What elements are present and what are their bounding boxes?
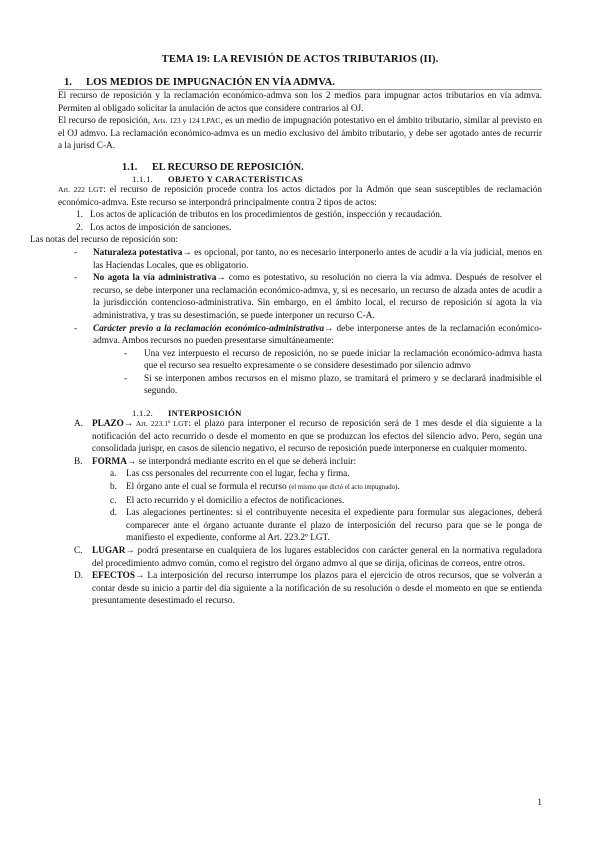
subsection-title: INTERPOSICIÓN <box>168 408 242 419</box>
list-item: D. EFECTOS→ La interposición del recurso interrumpe los plazos para el ejercicio de otros recursos, que se volverán a contar desde su inicio a partir del día siguiente a la notificación de su resolución o desde el momento en que se entienda presuntamente desestimado el recurso. <box>74 571 542 607</box>
legal-reference: Art. 222 LGT <box>58 184 104 194</box>
lettered-list <box>74 418 542 608</box>
note-label: No agota la vía administrativa <box>93 273 217 284</box>
subsection-number: 1.1.1. <box>132 173 154 184</box>
subsection-number: 1.1.2. <box>132 408 154 419</box>
list-item: - Naturaleza potestativa→ es opcional, por tanto, no es necesario interponerlo antes de acudir a la vía judicial, menos en las Haciendas Locales, que es obligatorio. <box>74 247 542 271</box>
section-heading-1-1 <box>122 162 542 173</box>
paragraph-objeto: Art. 222 LGT: el recurso de reposición procede contra los actos dictados por la Admón que sean susceptibles de reclamación económico-admva. Este recurso se interpondrá principalmente contra 2 tipos de actos: <box>58 184 542 208</box>
list-item: 1. Los actos de aplicación de tributos en los procedimientos de gestión, inspección y recaudación. <box>76 210 443 221</box>
list-item: a. Las css personales del recurrente con el lugar, fecha y firma. <box>110 469 350 480</box>
list-item: - Si se interponen ambos recursos en el mismo plazo, se tramitará el primero y se declarará inadmisible el segundo. <box>124 373 542 397</box>
list-item: A. PLAZO→ Art. 223.1º LGT: el plazo para interponer el recurso de reposición será de 1 mes desde el día siguiente a la notificación del acto recurrido o desde el momento en que se produzcan los efectos del silencio advo. Pero, según una consolidada jurispr, en casos de silencio negativo, el recurso de reposición puede interponerse en cualquier momento. <box>74 419 542 455</box>
list-item: B. FORMA→ se interpondrá mediante escrito en el que se deberá incluir: <box>74 456 357 467</box>
legal-reference: Arts. 123 y 124 LPAC <box>152 116 221 126</box>
numbered-list <box>76 209 542 234</box>
subsection-heading-1-1-1 <box>132 174 542 184</box>
item-label: LUGAR <box>92 546 126 556</box>
list-item: c. El acto recurrido y el domicilio a efectos de notificaciones. <box>110 495 345 506</box>
list-item: b. El órgano ante el cual se formula el recurso (el mismo que dictó el acto impugnado). <box>110 482 400 493</box>
page-number: 1 <box>537 798 542 808</box>
list-item: 2. Los actos de imposición de sanciones. <box>76 222 232 233</box>
paragraph-recurso-reposicion: El recurso de reposición, Arts. 123 y 124 LPAC, es un medio de impugnación potestativo en el ámbito tributario, similar al previsto en el OJ admvo. La reclamación económico-admva es un medio exclusivo del ámbito tributario, y debe ser agotado antes de recurrir a la jurisd C-A. <box>58 116 542 152</box>
document-page <box>30 48 542 608</box>
note-label: Naturaleza potestativa <box>93 247 183 258</box>
section-title: LOS MEDIOS DE IMPUGNACIÓN EN VÍA ADMVA. <box>86 77 335 88</box>
notes-list <box>74 247 542 398</box>
section-number: 1. <box>64 77 72 88</box>
subsection-heading-1-1-2 <box>132 408 542 418</box>
section-heading-1 <box>58 77 542 90</box>
legal-reference: Art. 223.1º LGT <box>133 419 189 429</box>
document-title: TEMA 19: LA REVISIÓN DE ACTOS TRIBUTARIOS (II). <box>161 54 439 65</box>
list-item: C. LUGAR→ podrá presentarse en cualquiera de los lugares establecidos con carácter general en la normativa reguladora del procedimiento admvo común, como el registro del órgano admvo al que se dirija, oficinas de correos, entre otros. <box>74 546 542 569</box>
section-title: EL RECURSO DE REPOSICIÓN. <box>152 161 304 173</box>
forma-sublist <box>110 468 542 545</box>
note-label: Carácter previo a la reclamación económico-administrativa <box>93 323 325 334</box>
notes-intro: Las notas del recurso de reposición son: <box>30 235 178 246</box>
list-item: - No agota la vía administrativa→ como es potestativo, su resolución no cierra la vía admva. Después de resolver el recurso, se debe interponer una reclamación económico-admva, y, si es necesario, un recurso de alzada antes de acudir a la jurisdicción contencioso-administrativa. Sin embargo, en el ámbito local, el recurso de reposición sí agota la vía administrativa, y tras su desestimación, se puede interponer un recurso C-A. <box>74 273 542 321</box>
sub-notes-list <box>124 348 542 398</box>
list-item: - Carácter previo a la reclamación económico-administrativa→ debe interponerse antes de la reclamación económico-admva. Ambos recursos no pueden presentarse simultáneamente: <box>74 323 542 347</box>
subsection-title: OBJETO Y CARACTERÍSTICAS <box>168 173 303 184</box>
list-item: - Una vez interpuesto el recurso de reposición, no se puede iniciar la reclamación económico-admva hasta que el recurso sea resuelto expresamente o se considere desestimado por silencio admvo <box>124 348 542 372</box>
item-label: FORMA <box>92 456 127 467</box>
paragraph-intro: El recurso de reposición y la reclamación económico-admva son los 2 medios para impugnar actos tributarios en vía admva. Permiten al obligado solicitar la anulación de actos que considere contrarios al OJ. <box>58 91 542 114</box>
section-number: 1.1. <box>122 161 138 173</box>
list-item: d. Las alegaciones pertinentes: si el contribuyente necesita el expediente para formular sus alegaciones, deberá comparecer ante el órgano actuante durante el plazo de interposición del recurso para que se le ponga de manifiesto el expediente, conforme al Art. 223.2º LGT. <box>110 508 542 544</box>
item-label: EFECTOS <box>92 571 136 582</box>
item-label: PLAZO <box>92 419 124 430</box>
